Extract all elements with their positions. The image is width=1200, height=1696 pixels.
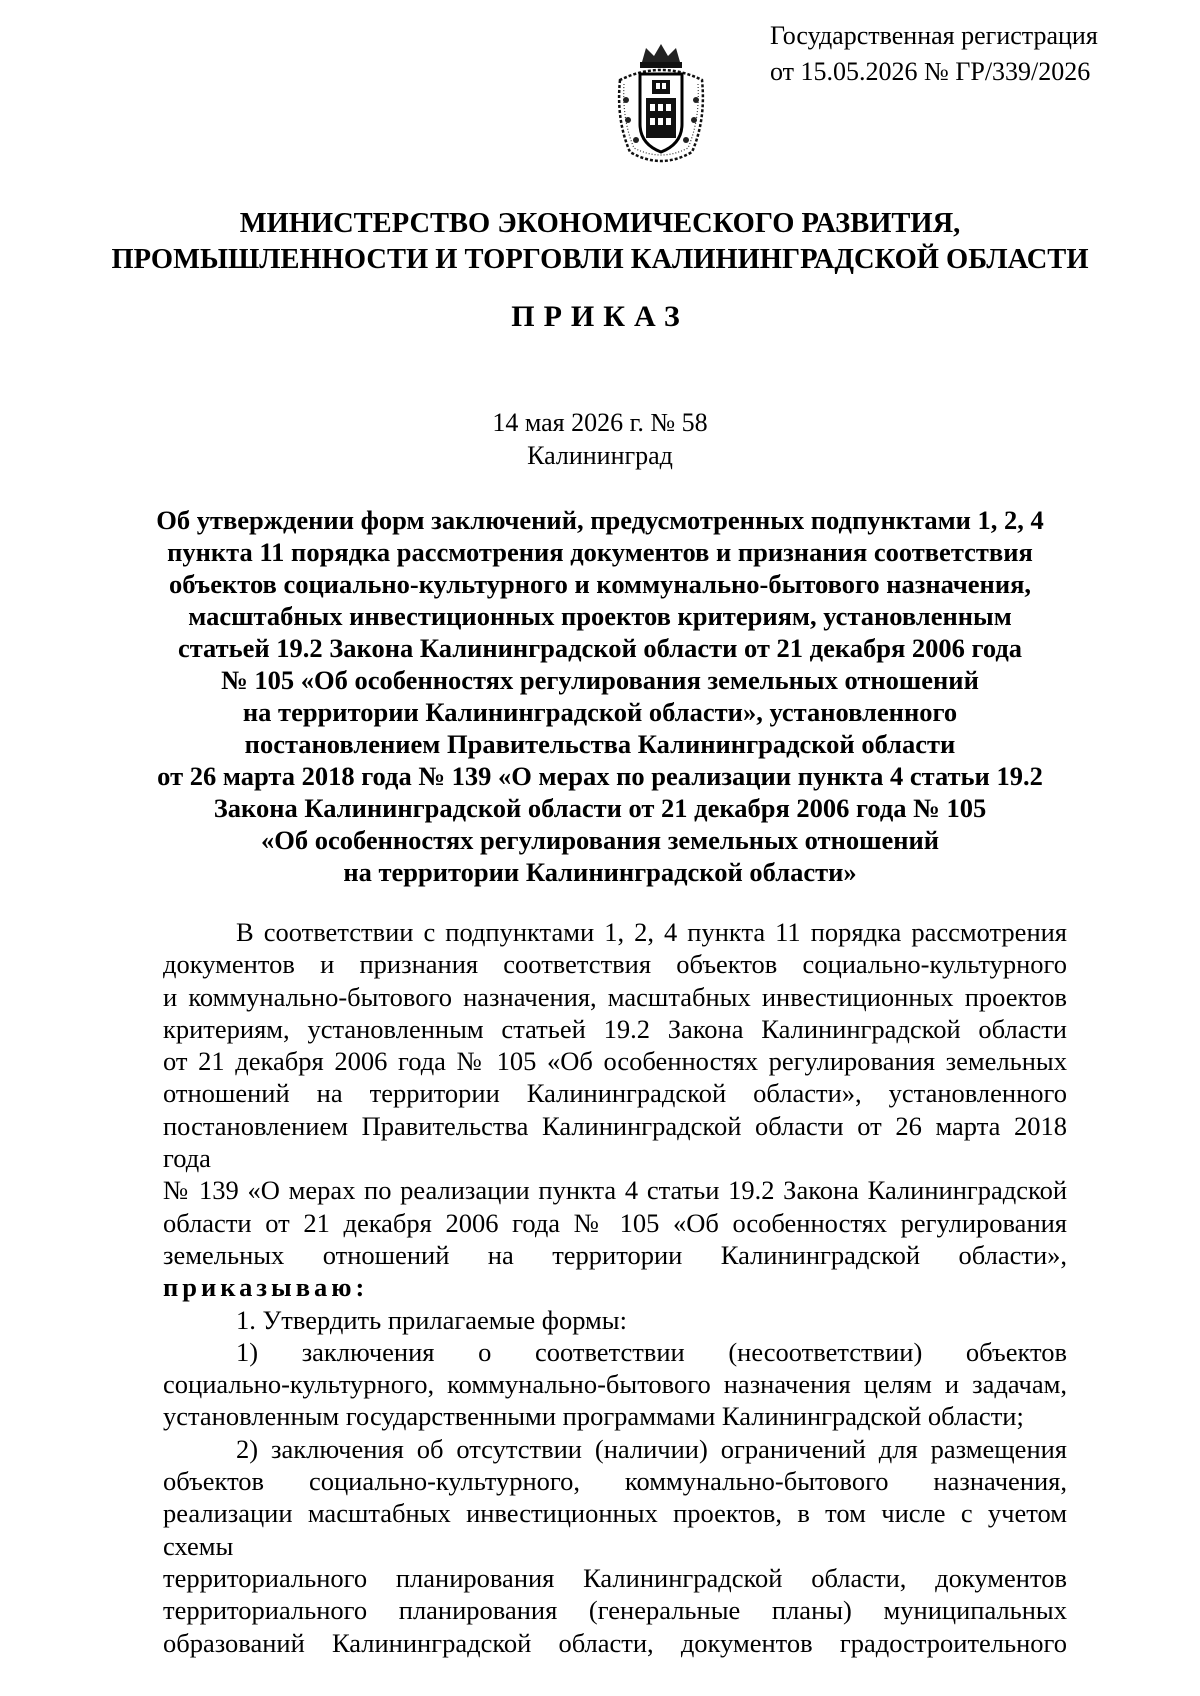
title-line: постановлением Правительства Калининградской области (244, 729, 956, 759)
city: Калининград (527, 441, 673, 470)
preamble-line: отношений на территории Калининградской области», установленного (163, 1078, 1067, 1109)
preamble-line: В соответствии с подпунктами 1, 2, 4 пункта 11 порядка рассмотрения (236, 917, 1067, 947)
item-1-1-line: социально-культурного, коммунально-бытового назначения целям и задачам, (163, 1369, 1067, 1400)
document-body (163, 916, 1067, 1659)
ministry-line-1: МИНИСТЕРСТВО ЭКОНОМИЧЕСКОГО РАЗВИТИЯ, (239, 208, 961, 239)
state-registration-stamp (770, 18, 1098, 90)
title-line: пункта 11 порядка рассмотрения документов и признания соответствия (167, 537, 1033, 567)
title-line: масштабных инвестиционных проектов критериям, установленным (188, 601, 1012, 631)
date-and-number: 14 мая 2026 г. № 58 (492, 408, 708, 437)
document-title (100, 504, 1100, 888)
item-1-2-line: территориального планирования Калининградской области, документов (163, 1562, 1067, 1593)
preamble-line: постановлением Правительства Калининградской области от 26 марта 2018 года (163, 1110, 1067, 1174)
item-1-1-line: установленным государственными программами Калининградской области; (163, 1401, 1024, 1432)
preamble-line: от 21 декабря 2006 года № 105 «Об особенностях регулирования земельных (163, 1046, 1067, 1077)
preamble-line: и коммунально-бытового назначения, масштабных инвестиционных проектов (163, 981, 1067, 1012)
title-line: на территории Калининградской области» (343, 857, 857, 887)
title-line: Закона Калининградской области от 21 декабря 2006 года № 105 (213, 793, 987, 823)
preamble-line: критериям, установленным статьей 19.2 Закона Калининградской области (163, 1013, 1067, 1044)
preamble-paragraph (163, 916, 1067, 1304)
item-1-2 (163, 1433, 1067, 1659)
item-1-2-line: территориального планирования (генеральные планы) муниципальных (163, 1595, 1067, 1626)
title-line: статьей 19.2 Закона Калининградской области от 21 декабря 2006 года (177, 633, 1023, 663)
item-1-1-line: 1) заключения о соответствии (несоответствии) объектов (236, 1336, 1067, 1367)
kaliningrad-coat-of-arms-icon (612, 40, 710, 168)
preamble-line: № 139 «О мерах по реализации пункта 4 статьи 19.2 Закона Калининградской (163, 1175, 1067, 1206)
title-line: Об утверждении форм заключений, предусмотренных подпунктами 1, 2, 4 (156, 505, 1044, 535)
title-line: «Об особенностях регулирования земельных отношений (260, 825, 940, 855)
registration-line-2: от 15.05.2026 № ГР/339/2026 (770, 57, 1091, 86)
preamble-line: земельных отношений на территории Калининградской области», (163, 1239, 1067, 1270)
preamble-line: документов и признания соответствия объектов социально-культурного (163, 949, 1067, 980)
item-1-2-line: 2) заключения об отсутствии (наличии) ограничений для размещения (236, 1433, 1067, 1464)
ministry-line-2: ПРОМЫШЛЕННОСТИ И ТОРГОВЛИ КАЛИНИНГРАДСКОЙ ОБЛАСТИ (111, 244, 1089, 275)
ministry-name (100, 206, 1100, 278)
item-1: 1. Утвердить прилагаемые формы: (236, 1304, 627, 1335)
document-type: ПРИКАЗ (511, 300, 689, 333)
title-line: от 26 марта 2018 года № 139 «О мерах по реализации пункта 4 статьи 19.2 (157, 761, 1043, 791)
preamble-line: области от 21 декабря 2006 года № 105 «Об особенностях регулирования (163, 1207, 1067, 1238)
title-line: объектов социально-культурного и коммунально-бытового назначения, (168, 569, 1032, 599)
item-1-2-line: объектов социально-культурного, коммунально-бытового назначения, (163, 1466, 1067, 1497)
title-line: № 105 «Об особенностях регулирования земельных отношений (221, 665, 979, 695)
item-1-2-line: реализации масштабных инвестиционных проектов, в том числе с учетом схемы (163, 1498, 1067, 1561)
title-line: на территории Калининградской области», установленного (242, 697, 958, 727)
registration-line-1: Государственная регистрация (770, 21, 1098, 50)
item-1-1 (163, 1336, 1067, 1433)
order-keyword: приказываю: (163, 1272, 369, 1303)
item-1-2-line: образований Калининградской области, документов градостроительного (163, 1627, 1067, 1658)
